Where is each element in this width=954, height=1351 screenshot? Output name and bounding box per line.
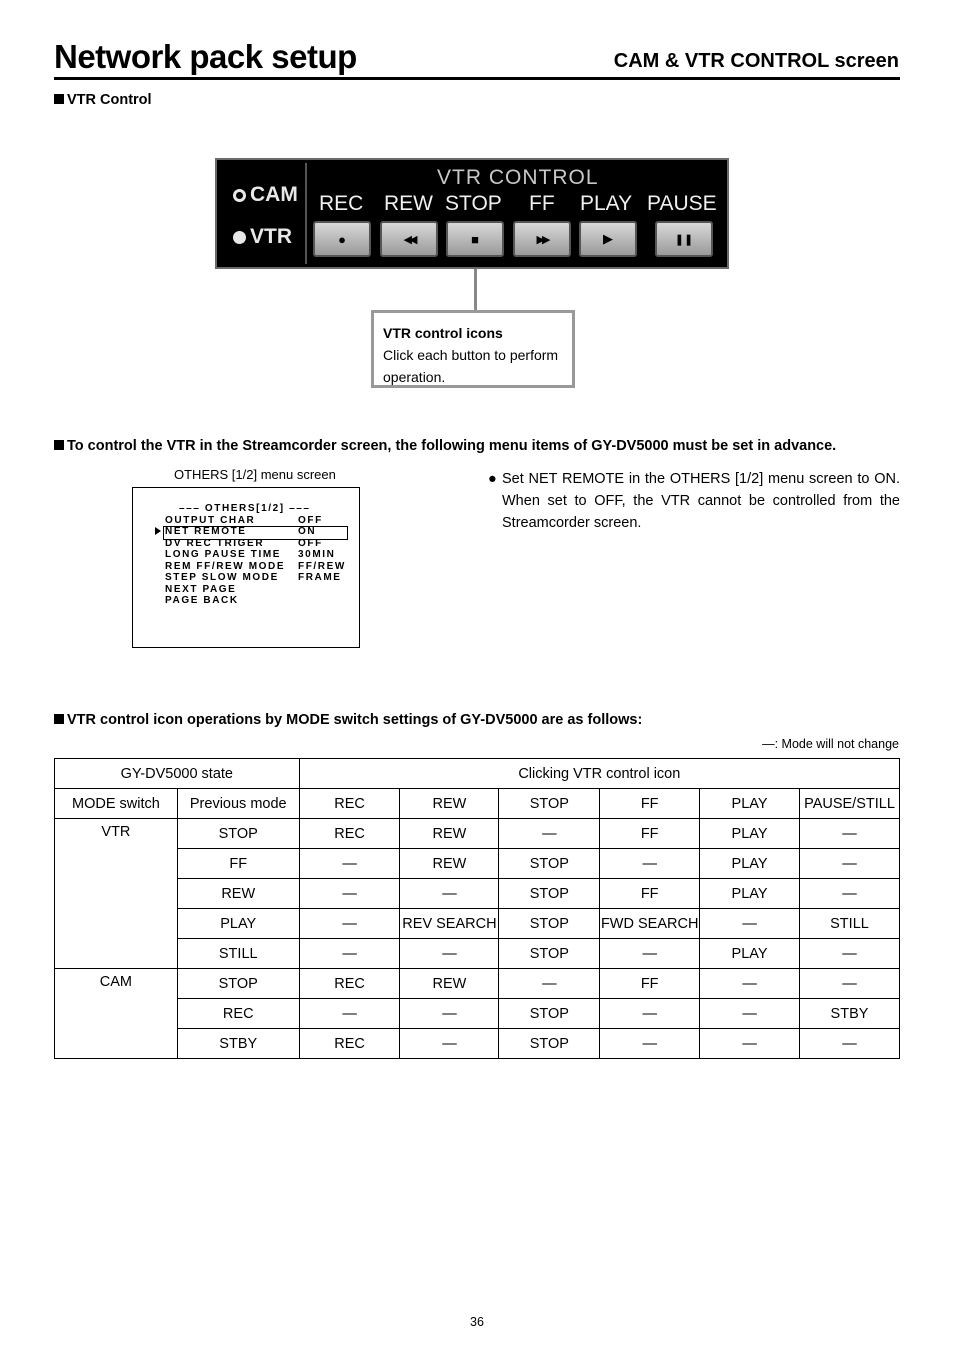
table-cell: —: [600, 999, 700, 1029]
table-cell: STILL: [799, 909, 899, 939]
table-header-cell: Clicking VTR control icon: [299, 759, 899, 789]
table-cell: REW: [400, 849, 499, 879]
table-row: [55, 969, 900, 999]
ff-button[interactable]: [513, 221, 571, 257]
page-number: 36: [470, 1315, 484, 1329]
callout-connector: [474, 269, 477, 311]
table-cell: REW: [400, 819, 499, 849]
square-bullet-icon: [54, 440, 64, 450]
table-cell: PLAY: [700, 939, 800, 969]
table-cell: —: [299, 879, 400, 909]
bullet-icon: ●: [488, 471, 497, 487]
table-header-cell: REW: [400, 789, 499, 819]
vtr-control-panel: [215, 158, 729, 269]
menu-cursor-icon: [155, 527, 161, 535]
table-cell: —: [600, 1029, 700, 1059]
vtr-panel-title: VTR CONTROL: [437, 166, 599, 189]
table-cell: STOP: [499, 999, 600, 1029]
table-row: [55, 939, 900, 969]
table-cell: STOP: [177, 969, 299, 999]
table-cell: REC: [299, 969, 400, 999]
table-cell: —: [700, 909, 800, 939]
table-header-cell: FF: [600, 789, 700, 819]
net-remote-note: [488, 468, 900, 534]
table-cell: REV SEARCH: [400, 909, 499, 939]
table-cell: FWD SEARCH: [600, 909, 700, 939]
play-label: PLAY: [580, 192, 633, 215]
note-text: Set NET REMOTE in the OTHERS [1/2] menu screen to ON. When set to OFF, the VTR cannot be controlled from the Streamcorder screen.: [502, 471, 900, 531]
table-cell: —: [600, 939, 700, 969]
table-row: [55, 999, 900, 1029]
table-column-header-row: [55, 789, 900, 819]
mode-selector: [221, 163, 307, 264]
menu-item-value: FRAME: [298, 572, 342, 583]
table-header-cell: STOP: [499, 789, 600, 819]
rewind-icon: ◀◀: [403, 233, 415, 246]
page-subtitle: CAM & VTR CONTROL screen: [613, 50, 899, 72]
table-cell: —: [700, 969, 800, 999]
table-cell: FF: [600, 969, 700, 999]
mode-cell: VTR: [55, 819, 178, 969]
table-cell: PLAY: [700, 879, 800, 909]
menu-item-label: OUTPUT CHAR: [165, 515, 256, 526]
table-cell: REC: [299, 819, 400, 849]
table-cell: STOP: [499, 879, 600, 909]
table-cell: —: [799, 879, 899, 909]
menu-item-value: OFF: [298, 515, 323, 526]
stop-button[interactable]: [446, 221, 504, 257]
radio-unselected-icon: [233, 231, 246, 244]
pause-icon: ❚❚: [674, 233, 694, 246]
square-bullet-icon: [54, 714, 64, 724]
table-cell: —: [700, 1029, 800, 1059]
radio-selected-icon: [233, 189, 246, 202]
table-cell: STBY: [799, 999, 899, 1029]
menu-item-label: STEP SLOW MODE: [165, 572, 279, 583]
menu-item-label: PAGE BACK: [165, 595, 239, 606]
others-menu-screen: [132, 487, 360, 648]
mode-option-vtr[interactable]: VTR: [233, 225, 292, 249]
section-heading-operations: VTR control icon operations by MODE switch settings of GY-DV5000 are as follows:: [54, 712, 642, 728]
table-row: [55, 909, 900, 939]
square-bullet-icon: [54, 94, 64, 104]
title-rule: [54, 77, 900, 80]
table-cell: FF: [600, 819, 700, 849]
table-cell: FF: [600, 879, 700, 909]
table-cell: PLAY: [700, 849, 800, 879]
table-cell: STOP: [499, 939, 600, 969]
record-icon: ●: [338, 231, 346, 247]
table-header-cell: GY-DV5000 state: [55, 759, 300, 789]
menu-item-label: NET REMOTE: [165, 526, 247, 537]
menu-item-value: 30MIN: [298, 549, 336, 560]
callout-box: [371, 310, 575, 388]
rec-button[interactable]: [313, 221, 371, 257]
page-title: Network pack setup: [54, 38, 357, 75]
ff-label: FF: [529, 192, 555, 215]
section-heading-menu-setup: To control the VTR in the Streamcorder screen, the following menu items of GY-DV5000 must be set in advance.: [54, 438, 836, 454]
table-header-cell: REC: [299, 789, 400, 819]
table-header-cell: Previous mode: [177, 789, 299, 819]
section-heading-vtr-control: VTR Control: [54, 92, 152, 108]
rew-label: REW: [384, 192, 433, 215]
operations-table: [54, 758, 900, 1059]
play-icon: ▶: [603, 231, 613, 246]
menu-item-label: DV REC TRIGER: [165, 538, 265, 549]
table-cell: —: [799, 969, 899, 999]
table-cell: REW: [177, 879, 299, 909]
menu-item-label: LONG PAUSE TIME: [165, 549, 282, 560]
table-cell: —: [400, 999, 499, 1029]
table-cell: PLAY: [177, 909, 299, 939]
table-cell: REW: [400, 969, 499, 999]
menu-header: ––– OTHERS[1/2] –––: [179, 503, 311, 514]
rec-label: REC: [319, 192, 364, 215]
mode-cell: CAM: [55, 969, 178, 1059]
table-header-cell: PLAY: [700, 789, 800, 819]
table-row: [55, 849, 900, 879]
menu-item-label: REM FF/REW MODE: [165, 561, 286, 572]
pause-label: PAUSE: [647, 192, 717, 215]
table-cell: —: [400, 879, 499, 909]
table-cell: —: [799, 1029, 899, 1059]
table-cell: STBY: [177, 1029, 299, 1059]
table-cell: STILL: [177, 939, 299, 969]
table-group-header-row: [55, 759, 900, 789]
rew-button[interactable]: [380, 221, 438, 257]
menu-item-value: FF/REW: [298, 561, 346, 572]
table-cell: —: [400, 1029, 499, 1059]
table-header-cell: PAUSE/STILL: [799, 789, 899, 819]
callout-body: Click each button to perform operation.: [383, 347, 559, 385]
table-cell: PLAY: [700, 819, 800, 849]
fast-forward-icon: ▶▶: [536, 233, 548, 246]
table-cell: —: [700, 999, 800, 1029]
table-header-cell: MODE switch: [55, 789, 178, 819]
table-row: [55, 819, 900, 849]
table-cell: —: [299, 999, 400, 1029]
stop-icon: ■: [471, 231, 479, 247]
menu-item-label: NEXT PAGE: [165, 584, 237, 595]
table-cell: —: [299, 849, 400, 879]
table-cell: STOP: [499, 849, 600, 879]
table-cell: —: [799, 849, 899, 879]
table-cell: FF: [177, 849, 299, 879]
table-cell: —: [499, 969, 600, 999]
pause-button[interactable]: [655, 221, 713, 257]
menu-item-value: OFF: [298, 538, 323, 549]
table-cell: —: [499, 819, 600, 849]
table-row: [55, 1029, 900, 1059]
table-cell: —: [299, 909, 400, 939]
mode-option-cam[interactable]: CAM: [233, 183, 298, 207]
table-row: [55, 879, 900, 909]
table-cell: STOP: [177, 819, 299, 849]
table-cell: —: [799, 819, 899, 849]
menu-item-value: ON: [298, 526, 317, 537]
table-cell: —: [299, 939, 400, 969]
table-cell: STOP: [499, 909, 600, 939]
table-cell: —: [400, 939, 499, 969]
table-cell: REC: [299, 1029, 400, 1059]
table-cell: —: [799, 939, 899, 969]
table-cell: —: [600, 849, 700, 879]
table-cell: REC: [177, 999, 299, 1029]
menu-caption: OTHERS [1/2] menu screen: [174, 467, 336, 482]
callout-heading: VTR control icons: [383, 325, 503, 341]
legend-note: —: Mode will not change: [762, 737, 899, 751]
table-cell: STOP: [499, 1029, 600, 1059]
stop-label: STOP: [445, 192, 502, 215]
play-button[interactable]: [579, 221, 637, 257]
